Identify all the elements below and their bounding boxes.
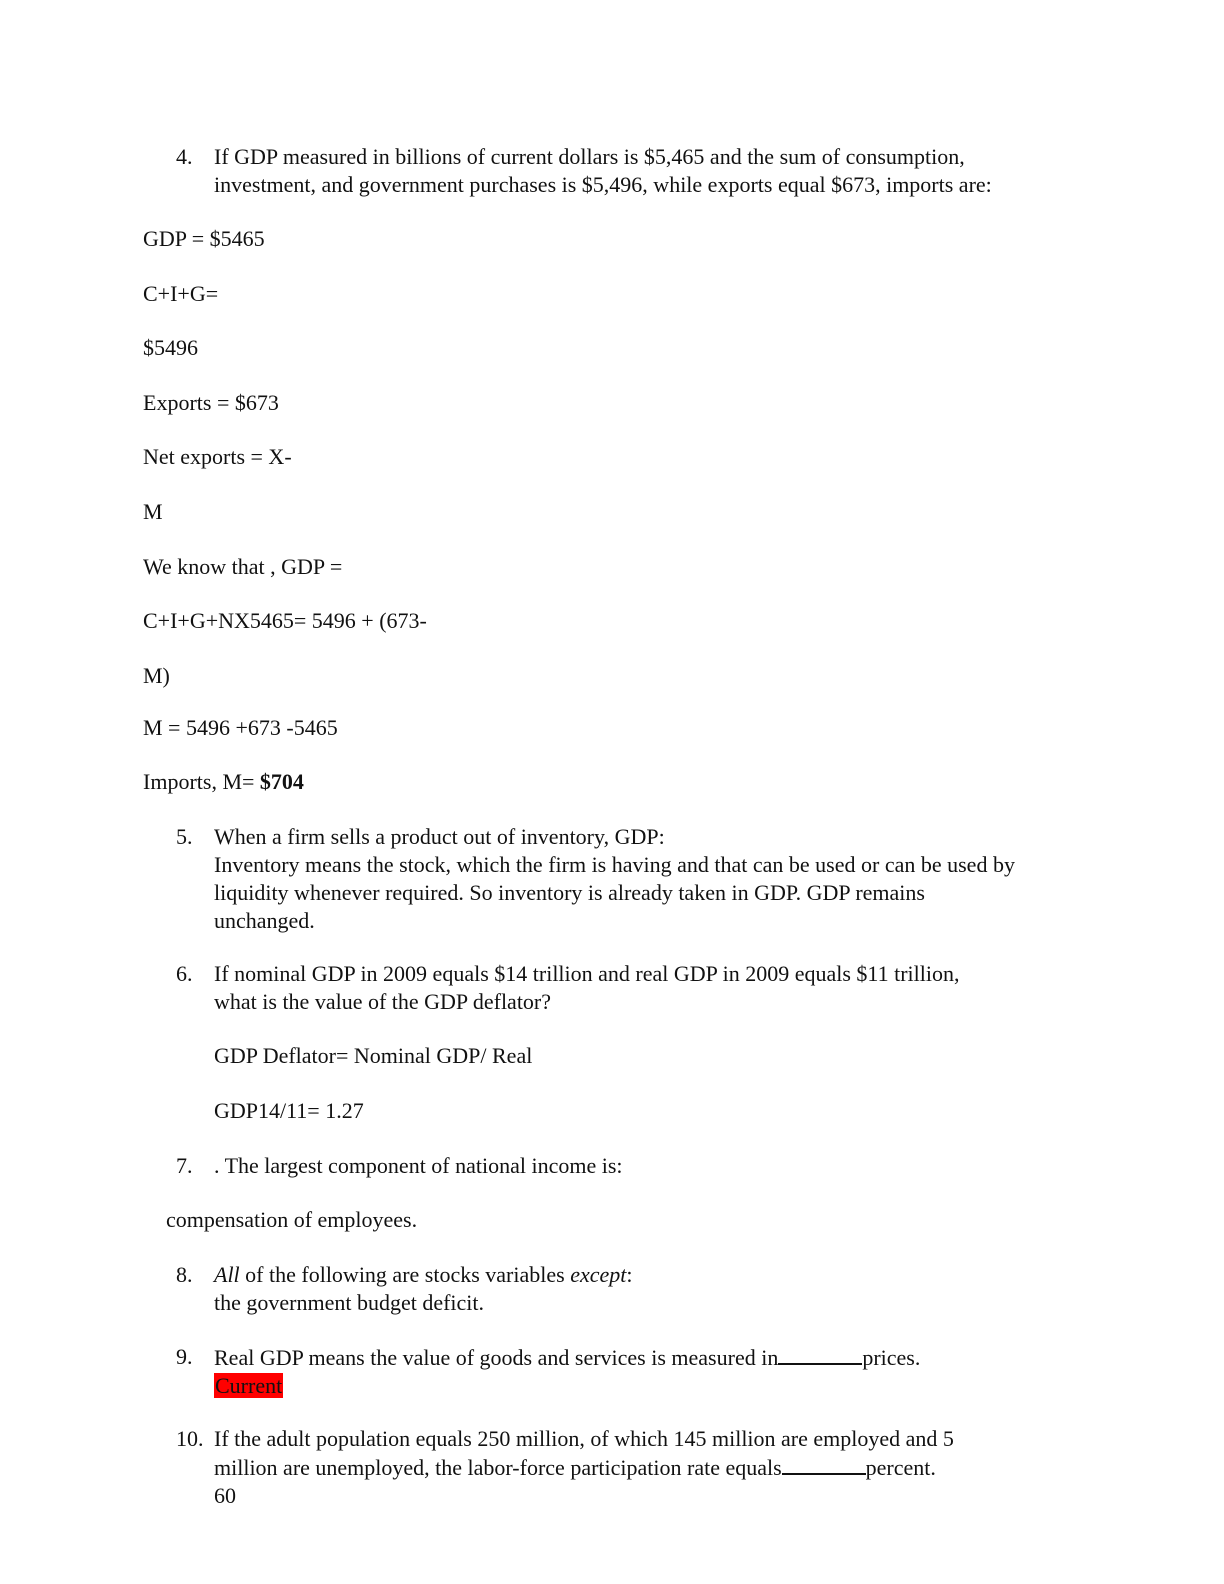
solution-line: M xyxy=(143,499,163,524)
question-number: 6. xyxy=(176,961,193,986)
question-line: what is the value of the GDP deflator? xyxy=(214,989,552,1014)
solution-line: GDP = $5465 xyxy=(143,226,265,251)
answer-line: GDP Deflator= Nominal GDP/ Real xyxy=(214,1043,533,1068)
solution-line: Exports = $673 xyxy=(143,390,279,415)
question-text: . The largest component of national income is: xyxy=(214,1153,623,1178)
fill-in-blank xyxy=(778,1343,862,1365)
question-number: 8. xyxy=(176,1262,193,1287)
question-fragment: of the following are stocks variables xyxy=(239,1262,571,1287)
answer-line: liquidity whenever required. So inventory is already taken in GDP. GDP remains xyxy=(214,880,925,905)
question-line: When a firm sells a product out of inventory, GDP: xyxy=(214,824,665,849)
question-number: 5. xyxy=(176,824,193,849)
question-fragment: prices. xyxy=(862,1345,921,1370)
question-text xyxy=(214,960,1114,1016)
question-number: 7. xyxy=(176,1153,193,1178)
question-line: If the adult population equals 250 million, of which 145 million are employed and 5 xyxy=(214,1426,954,1451)
question-text xyxy=(214,1425,1114,1510)
question-fragment: percent. xyxy=(865,1455,936,1480)
answer-line: compensation of employees. xyxy=(166,1207,418,1232)
solution-line: M = 5496 +673 -5465 xyxy=(143,715,338,740)
solution-line: M) xyxy=(143,663,170,688)
fill-in-blank xyxy=(782,1453,866,1475)
solution-line: C+I+G+NX5465= 5496 + (673- xyxy=(143,608,427,633)
question-number: 10. xyxy=(176,1426,204,1451)
question-line: If nominal GDP in 2009 equals $14 trillion and real GDP in 2009 equals $11 trillion, xyxy=(214,961,960,986)
question-text xyxy=(214,143,1114,199)
question-number: 4. xyxy=(176,144,193,169)
question-text xyxy=(214,823,1114,935)
solution-line: C+I+G= xyxy=(143,281,219,306)
emphasis-except: except xyxy=(570,1262,627,1287)
question-text xyxy=(214,1343,1114,1400)
question-line: investment, and government purchases is $5,496, while exports equal $673, imports are: xyxy=(214,172,992,197)
highlighted-answer: Current xyxy=(215,1373,283,1398)
solution-answer-line xyxy=(143,768,1103,796)
answer-line: unchanged. xyxy=(214,908,315,933)
question-fragment: million are unemployed, the labor-force participation rate equals xyxy=(214,1455,782,1480)
answer-line: GDP14/11= 1.27 xyxy=(214,1098,364,1123)
question-line xyxy=(214,1261,1114,1289)
question-fragment: : xyxy=(626,1262,633,1287)
question-number: 9. xyxy=(176,1344,193,1369)
answer-line: 60 xyxy=(214,1483,236,1508)
question-line xyxy=(214,1343,1114,1372)
solution-line: $5496 xyxy=(143,335,198,360)
answer-line xyxy=(214,1372,1114,1400)
question-text xyxy=(214,1261,1114,1317)
question-fragment: Real GDP means the value of goods and services is measured in xyxy=(214,1345,779,1370)
emphasis-all: All xyxy=(214,1262,240,1287)
solution-line: We know that , GDP = xyxy=(143,554,343,579)
solution-line: Net exports = X- xyxy=(143,444,292,469)
answer-line: Inventory means the stock, which the firm is having and that can be used or can be used by xyxy=(214,852,1015,877)
question-line: If GDP measured in billions of current dollars is $5,465 and the sum of consumption, xyxy=(214,144,965,169)
question-line xyxy=(214,1453,1114,1482)
answer-line: the government budget deficit. xyxy=(214,1290,485,1315)
answer-value: $704 xyxy=(259,769,304,794)
answer-prefix: Imports, M= xyxy=(143,769,260,794)
